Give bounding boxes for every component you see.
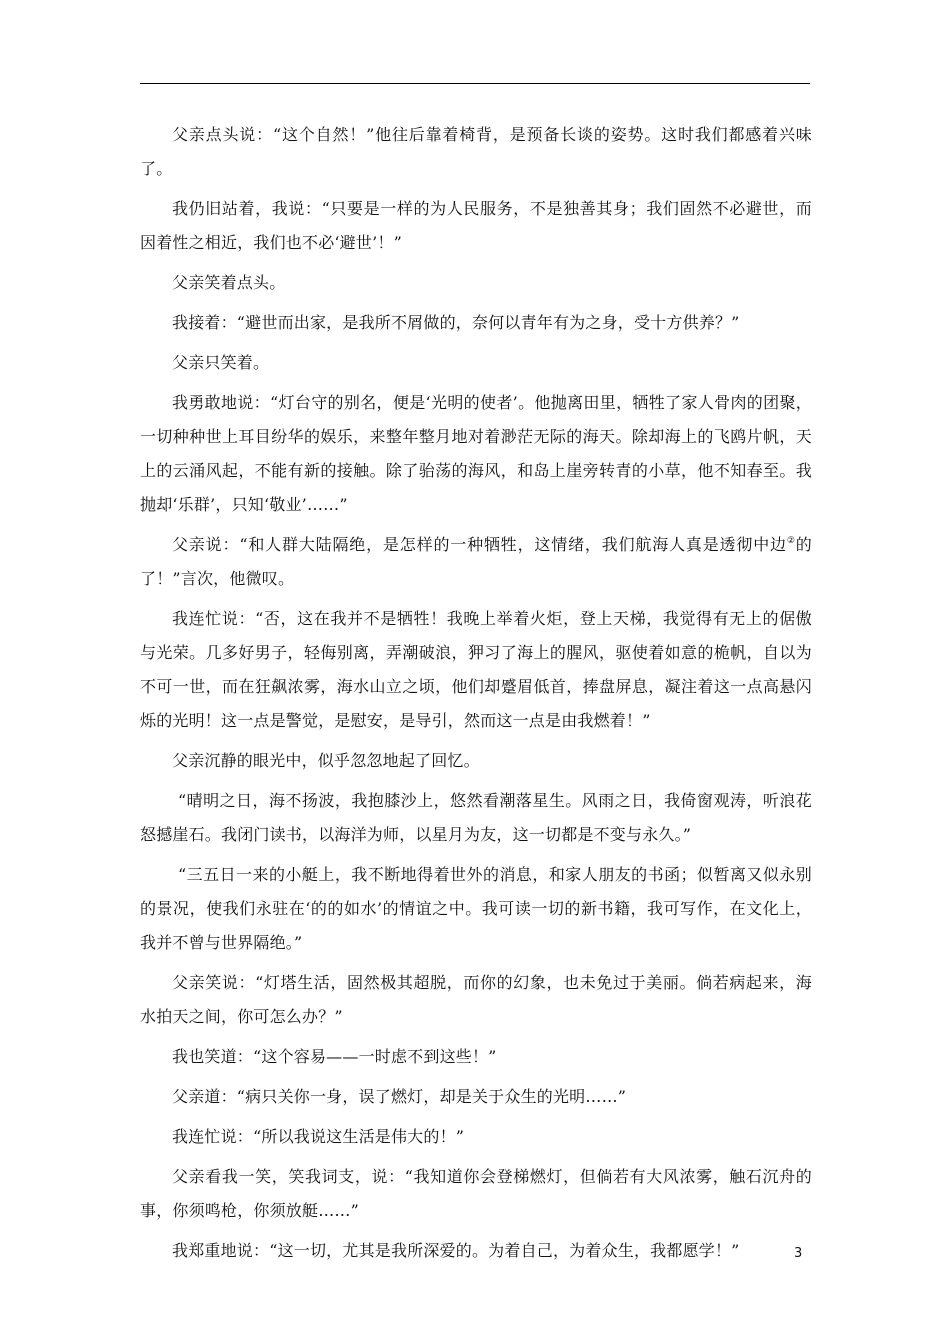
paragraph: 我接着：“避世而出家，是我所不屑做的，奈何以青年有为之身，受十方供养？” bbox=[172, 313, 740, 332]
page-number: 3 bbox=[794, 1246, 803, 1261]
paragraph-with-footnote bbox=[140, 528, 812, 596]
paragraph: 父亲看我一笑，笑我词支，说：“我知道你会登梯燃灯，但倘若有大风浓雾，触石沉舟的事，你须鸣枪，你须放艇……” bbox=[140, 1167, 812, 1220]
paragraph: 我连忙说：“否，这在我并不是牺牲！我晚上举着火炬，登上天梯，我觉得有无上的倨傲与光荣。几多好男子，轻侮别离，弄潮破浪，狎习了海上的腥风，驱使着如意的桅帆，自以为不可一世，而在狂飙浓雾，海水山立之顷，他们却蹙眉低首，捧盘屏息，凝注着这一点高悬闪烁的光明！这一点是警觉，是慰安，是导引，然而这一点是由我燃着！” bbox=[140, 609, 812, 730]
paragraph: 父亲道：“病只关你一身，误了燃灯，却是关于众生的光明……” bbox=[172, 1087, 627, 1106]
paragraph: 我仍旧站着，我说：“只要是一样的为人民服务，不是独善其身；我们固然不必避世，而因着性之相近，我们也不必‘避世’！” bbox=[140, 199, 812, 252]
paragraph: 父亲笑着点头。 bbox=[172, 273, 286, 292]
paragraph: 我也笑道：“这个容易——一时虑不到这些！” bbox=[172, 1047, 497, 1066]
paragraph: 父亲只笑着。 bbox=[172, 353, 270, 372]
paragraph: “晴明之日，海不扬波，我抱膝沙上，悠然看潮落星生。风雨之日，我倚窗观涛，听浪花怒撼崖石。我闭门读书，以海洋为师，以星月为友，这一切都是不变与永久。” bbox=[140, 791, 812, 844]
paragraph: “三五日一来的小艇上，我不断地得着世外的消息，和家人朋友的书函；似暂离又似永别的景况，使我们永驻在‘的的如水’的情谊之中。我可读一切的新书籍，我可写作，在文化上，我并不曾与世界隔绝。” bbox=[140, 865, 812, 952]
paragraph-text: 的了！”言次，他微叹。 bbox=[140, 535, 812, 588]
header-rule bbox=[140, 83, 810, 84]
paragraph: 父亲笑说：“灯塔生活，固然极其超脱，而你的幻象，也未免过于美丽。倘若病起来，海水拍天之间，你可怎么办？” bbox=[140, 973, 812, 1026]
paragraph: 我连忙说：“所以我说这生活是伟大的！” bbox=[172, 1127, 465, 1146]
paragraph: 父亲点头说：“这个自然！”他往后靠着椅背，是预备长谈的姿势。这时我们都感着兴味了。 bbox=[140, 125, 812, 178]
paragraph-text: 父亲说：“和人群大陆隔绝，是怎样的一种牺牲，这情绪，我们航海人真是透彻中边 bbox=[172, 535, 787, 554]
footnote-marker[interactable]: ② bbox=[786, 536, 796, 546]
paragraph: 父亲沉静的眼光中，似乎忽忽地起了回忆。 bbox=[172, 751, 480, 770]
document-body bbox=[140, 118, 812, 1274]
paragraph: 我郑重地说：“这一切，尤其是我所深爱的。为着自己，为着众生，我都愿学！” bbox=[172, 1241, 740, 1260]
paragraph: 我勇敢地说：“灯台守的别名，便是‘光明的使者’。他抛离田里，牺牲了家人骨肉的团聚，一切种种世上耳目纷华的娱乐，来整年整月地对着渺茫无际的海天。除却海上的飞鸥片帆，天上的云涌风起，不能有新的接触。除了骀荡的海风，和岛上崖旁转青的小草，他不知春至。我抛却‘乐群’，只知‘敬业’……” bbox=[140, 393, 812, 514]
